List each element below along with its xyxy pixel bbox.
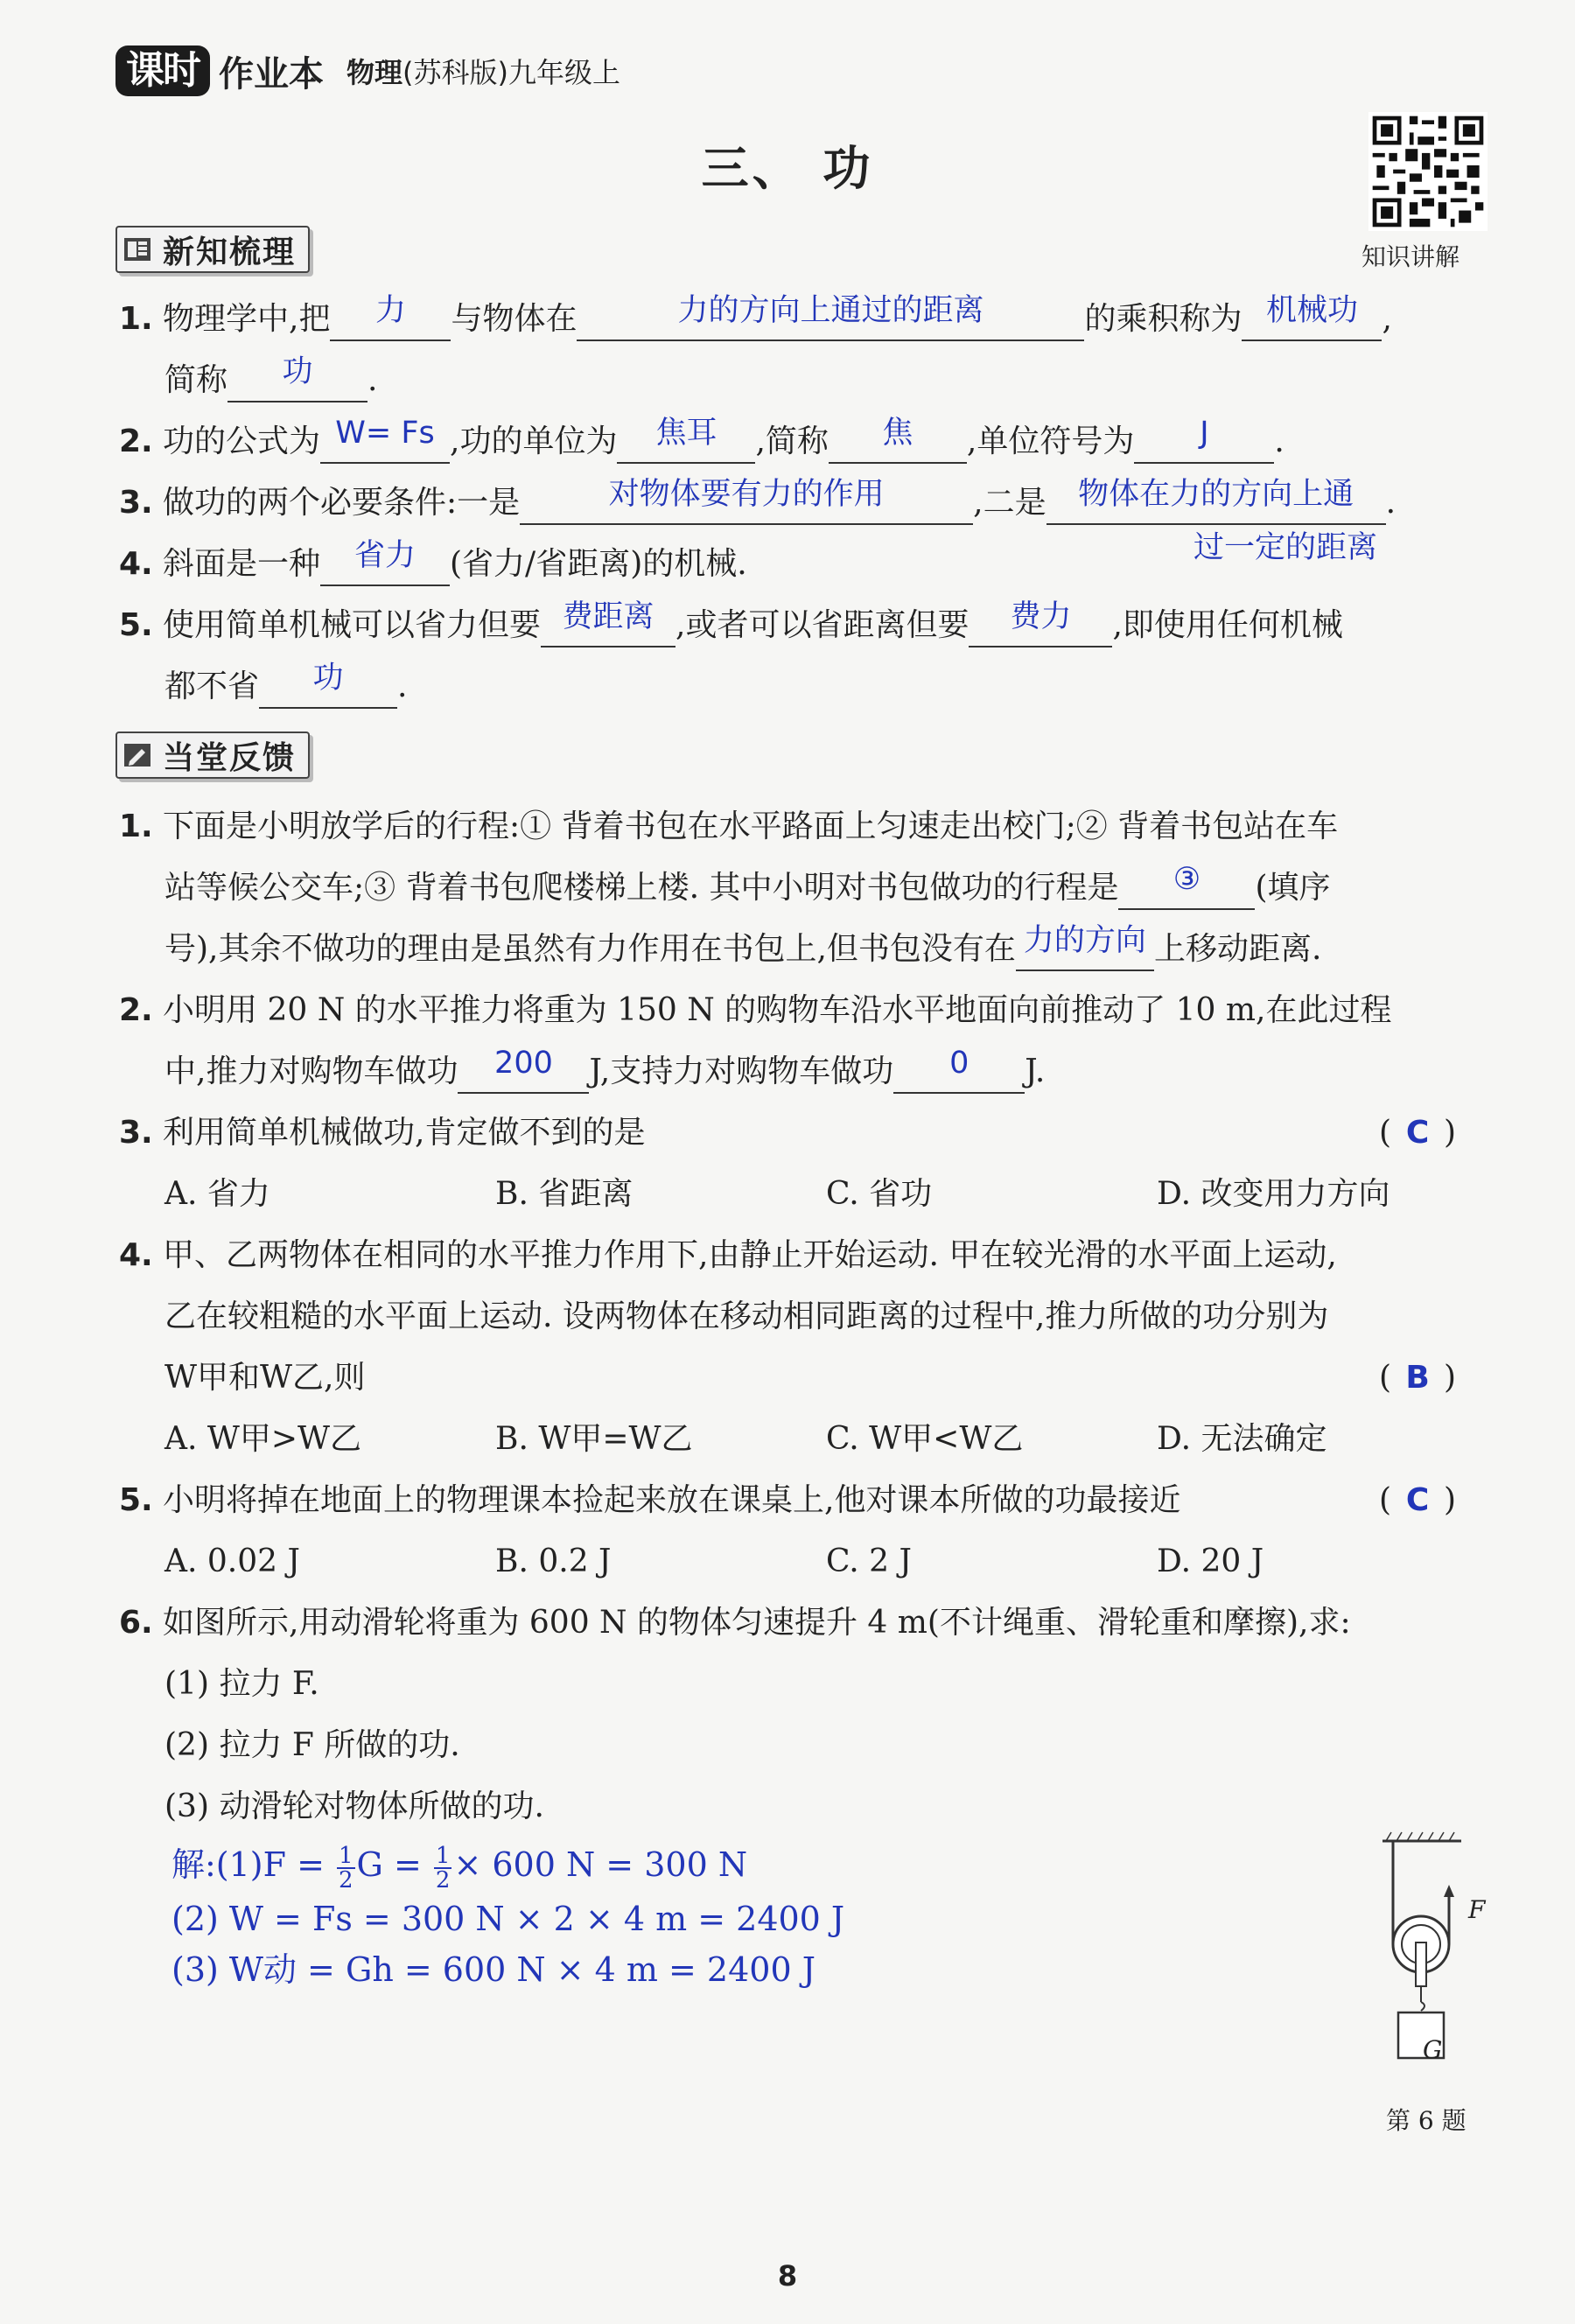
option[interactable]: A. W甲>W乙 bbox=[164, 1421, 362, 1457]
blank[interactable]: 力的方向 bbox=[1016, 931, 1154, 971]
blank[interactable]: ③ bbox=[1118, 870, 1255, 910]
s2-question-5: 5. 小明将掉在地面上的物理课本捡起来放在课桌上,他对课本所做的功最接近 bbox=[119, 1482, 1181, 1518]
blank[interactable]: 省力 bbox=[320, 546, 450, 586]
option[interactable]: C. 2 J bbox=[826, 1544, 912, 1579]
solution-line-1: 解:(1)F = $\frac{1}{2}$ G = $\frac{1}{2}$ × 600 N = 300 N bbox=[172, 1842, 748, 1894]
s1-question-5: 5. 使用简单机械可以省力但要 费距离 ,或者可以省距离但要 费力 ,即使用任何机械 bbox=[119, 604, 1343, 648]
option[interactable]: D. 改变用力方向 bbox=[1157, 1176, 1390, 1212]
solution-line-3: (3) W动 = Gh = 600 N × 4 m = 2400 J bbox=[172, 1950, 816, 1989]
page-number: 8 bbox=[777, 2259, 798, 2292]
s1-question-3: 3. 做功的两个必要条件:一是 对物体要有力的作用 ,二是 物体在力的方向上通 . bbox=[119, 481, 1396, 525]
blank[interactable]: 物体在力的方向上通 bbox=[1046, 485, 1386, 525]
option[interactable]: D. 20 J bbox=[1157, 1544, 1264, 1579]
s2-question-2-line2: 中,推力对购物车做功 200 J,支持力对购物车做功 0 J. bbox=[164, 1050, 1045, 1094]
weight-label: G bbox=[1423, 2035, 1443, 2064]
blank[interactable]: 力 bbox=[330, 301, 451, 341]
qr-code-icon[interactable] bbox=[1368, 112, 1488, 231]
blank[interactable]: 0 bbox=[893, 1054, 1025, 1094]
header-brand bbox=[116, 46, 620, 96]
lesson-title: 三、 功 bbox=[701, 141, 874, 196]
s1-question-1: 1. 物理学中,把 力 与物体在 力的方向上通过的距离 的乘积称为 机械功 , bbox=[119, 298, 1392, 341]
option[interactable]: A. 0.02 J bbox=[164, 1544, 300, 1579]
s2-question-1: 1. 下面是小明放学后的行程:① 背着书包在水平路面上匀速走出校门;② 背着书包站在车 bbox=[119, 808, 1339, 844]
s2-question-1-line3: 号),其余不做功的理由是虽然有力作用在书包上,但书包没有在 力的方向 上移动距离. bbox=[164, 928, 1321, 971]
section-badge-new-knowledge: 新知梳理 bbox=[116, 226, 310, 273]
s1-question-1-cont: 简称 功 . bbox=[164, 359, 377, 402]
s2-question-2: 2. 小明用 20 N 的水平推力将重为 150 N 的购物车沿水平地面向前推动了 10 m,在此过程 bbox=[119, 992, 1392, 1028]
blank[interactable]: 功 bbox=[259, 668, 397, 709]
option[interactable]: B. 省距离 bbox=[495, 1176, 634, 1212]
s2-q4-answer: ( B ) bbox=[1379, 1360, 1457, 1396]
blank[interactable]: 功 bbox=[228, 362, 368, 402]
option[interactable]: B. 0.2 J bbox=[495, 1544, 612, 1579]
section-badge-class-feedback: 当堂反馈 bbox=[116, 732, 310, 779]
s2-q6-part-2: (2) 拉力 F 所做的功. bbox=[164, 1727, 460, 1763]
s2-question-1-line2: 站等候公交车;③ 背着书包爬楼梯上楼. 其中小明对书包做功的行程是 ③ (填序 bbox=[164, 866, 1331, 910]
blank[interactable]: 焦 bbox=[829, 424, 967, 464]
blank[interactable]: 焦耳 bbox=[617, 424, 755, 464]
s1-q3-answer-continued: 过一定的距离 bbox=[1194, 530, 1378, 565]
solution-line-2: (2) W = Fs = 300 N × 2 × 4 m = 2400 J bbox=[172, 1900, 845, 1938]
brand-name: 作业本 bbox=[219, 53, 324, 94]
qr-caption: 知识讲解 bbox=[1362, 242, 1460, 271]
blank[interactable]: 费距离 bbox=[541, 607, 676, 648]
s2-question-4-line2: 乙在较粗糙的水平面上运动. 设两物体在移动相同距离的过程中,推力所做的功分别为 bbox=[164, 1298, 1329, 1334]
s2-q5-answer: ( C ) bbox=[1379, 1482, 1457, 1518]
blank[interactable]: 费力 bbox=[969, 607, 1112, 648]
blank[interactable]: 机械功 bbox=[1242, 301, 1382, 341]
subject-label: 物理(苏科版)九年级上 bbox=[346, 56, 620, 89]
option[interactable]: A. 省力 bbox=[164, 1176, 270, 1212]
blank[interactable]: W= Fs bbox=[320, 424, 450, 464]
s1-question-5-cont: 都不省 功 . bbox=[164, 665, 407, 709]
option[interactable]: B. W甲=W乙 bbox=[495, 1421, 693, 1457]
blank[interactable]: 对物体要有力的作用 bbox=[520, 485, 973, 525]
s2-q6-part-1: (1) 拉力 F. bbox=[164, 1666, 319, 1702]
blank[interactable]: J bbox=[1134, 424, 1274, 464]
s2-q3-answer: ( C ) bbox=[1379, 1115, 1457, 1151]
option[interactable]: C. W甲<W乙 bbox=[826, 1421, 1024, 1457]
s1-question-2: 2. 功的公式为 W= Fs ,功的单位为 焦耳 ,简称 焦 ,单位符号为 J . bbox=[119, 420, 1284, 464]
s2-question-6: 6. 如图所示,用动滑轮将重为 600 N 的物体匀速提升 4 m(不计绳重、滑轮重和摩擦),求: bbox=[119, 1605, 1351, 1641]
book-icon bbox=[122, 234, 152, 264]
blank[interactable]: 力的方向上通过的距离 bbox=[577, 301, 1084, 341]
s2-question-4-line3: W甲和W乙,则 bbox=[164, 1360, 366, 1396]
blank[interactable]: 200 bbox=[458, 1054, 589, 1094]
pencil-note-icon bbox=[122, 740, 152, 770]
force-label: F bbox=[1468, 1895, 1486, 1924]
figure-caption: 第 6 题 bbox=[1386, 2106, 1466, 2135]
option[interactable]: D. 无法确定 bbox=[1157, 1421, 1327, 1457]
s1-question-4: 4. 斜面是一种 省力 (省力/省距离)的机械. bbox=[119, 542, 747, 586]
s2-question-4: 4. 甲、乙两物体在相同的水平推力作用下,由静止开始运动. 甲在较光滑的水平面上运动, bbox=[119, 1237, 1337, 1273]
brand-logo: 课时 bbox=[116, 46, 210, 96]
option[interactable]: C. 省功 bbox=[826, 1176, 933, 1212]
s2-q6-part-3: (3) 动滑轮对物体所做的功. bbox=[164, 1788, 544, 1824]
s2-question-3: 3. 利用简单机械做功,肯定做不到的是 bbox=[119, 1115, 646, 1151]
